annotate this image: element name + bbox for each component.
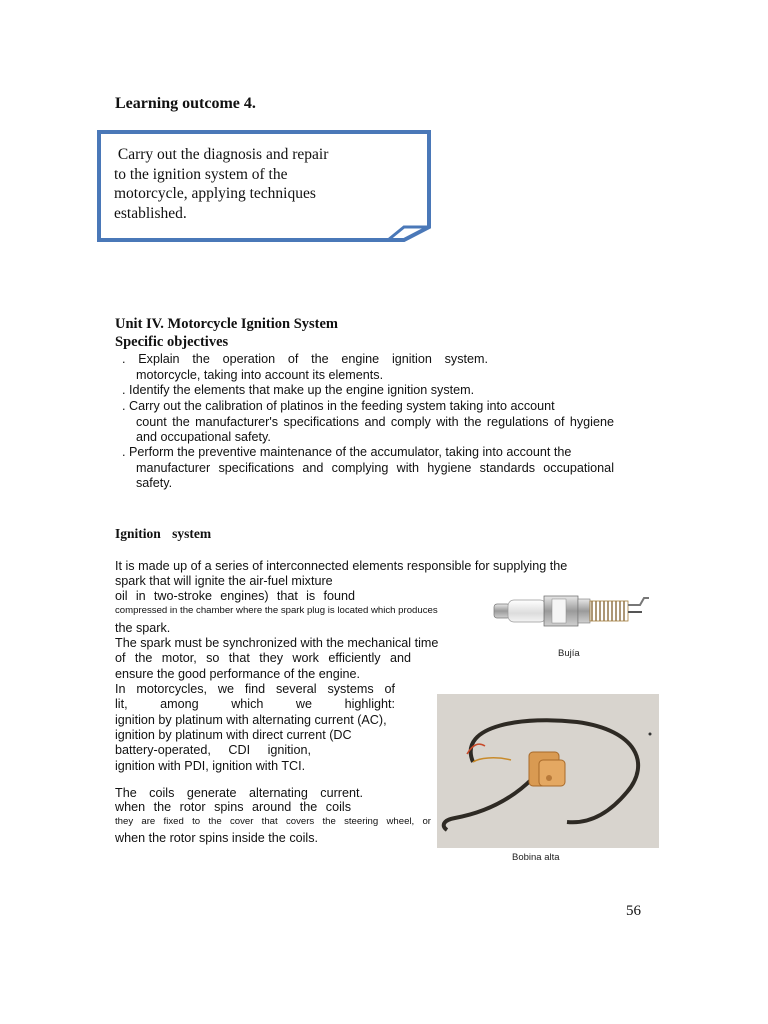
ignition-para1-line: oil in two-stroke engines) that is found xyxy=(115,589,355,603)
callout-text xyxy=(114,145,414,223)
objective-continuation: manufacturer specifications and complying with hygiene standards occupational safety. xyxy=(136,460,614,490)
callout-line: established. xyxy=(114,204,187,222)
objective-first-line: . Explain the operation of the engine ignition system. xyxy=(122,352,488,366)
ignition-para2-line: lit, among which we highlight: xyxy=(115,697,395,711)
callout-box xyxy=(96,129,432,243)
callout-line: Carry out the diagnosis and repair xyxy=(114,146,329,163)
spark-plug-caption: Bujía xyxy=(558,648,580,659)
objective-item xyxy=(122,445,614,492)
ignition-system-heading: Ignition system xyxy=(115,526,212,541)
ignition-para2-line: The spark must be synchronized with the mechanical time xyxy=(115,636,439,650)
ignition-para1-line: It is made up of a series of interconnected elements responsible for supplying the xyxy=(115,559,568,573)
ignition-para1-end: the spark. xyxy=(115,621,171,635)
unit-title: Unit IV. Motorcycle Ignition System xyxy=(115,316,338,332)
ignition-para2-line: In motorcycles, we find several systems of xyxy=(115,682,395,696)
callout-line: motorcycle, applying techniques xyxy=(114,185,316,202)
objective-first-line: . Identify the elements that make up the engine ignition system. xyxy=(122,383,475,397)
learning-outcome-title: Learning outcome 4. xyxy=(115,95,256,112)
ignition-para2-line: ignition by platinum with direct current (DC xyxy=(115,728,352,742)
objective-first-line: . Carry out the calibration of platinos in the feeding system taking into account xyxy=(122,399,555,413)
ignition-para2-line: ignition with PDI, ignition with TCI. xyxy=(115,759,306,773)
ignition-para3-line: The coils generate alternating current. xyxy=(115,786,363,800)
objective-continuation: count the manufacturer's specifications and comply with the regulations of hygiene and occupational safety. xyxy=(136,414,614,444)
objective-continuation: motorcycle, taking into account its elements. xyxy=(136,367,384,382)
objective-item xyxy=(122,383,614,399)
objective-item xyxy=(122,352,614,383)
objectives-heading: Specific objectives xyxy=(115,334,229,350)
page-number: 56 xyxy=(626,903,641,919)
callout-line: to the ignition system of the xyxy=(114,165,288,183)
ignition-para3-line: when the rotor spins around the coils xyxy=(115,800,351,814)
ignition-coil-illustration xyxy=(437,694,659,848)
spark-plug-figure xyxy=(484,578,660,666)
ignition-para3-end: when the rotor spins inside the coils. xyxy=(115,831,319,845)
objective-item xyxy=(122,399,614,446)
ignition-para2-line: ignition by platinum with alternating current (AC), xyxy=(115,713,387,727)
ignition-para3-small: they are fixed to the cover that covers the steering wheel, or xyxy=(115,816,431,827)
ignition-para2-line: battery-operated, CDI ignition, xyxy=(115,743,311,757)
coil-figure xyxy=(437,694,659,864)
ignition-para2-line: of the motor, so that they work efficiently and xyxy=(115,651,411,665)
ignition-para2-line: ensure the good performance of the engine. xyxy=(115,667,361,681)
objective-first-line: . Perform the preventive maintenance of the accumulator, taking into account the xyxy=(122,445,572,459)
ignition-para1-line: spark that will ignite the air-fuel mixture xyxy=(115,574,333,588)
coil-caption: Bobina alta xyxy=(512,852,560,863)
ignition-para1-small: compressed in the chamber where the spark plug is located which produces xyxy=(115,605,438,616)
spark-plug-illustration xyxy=(484,578,660,648)
